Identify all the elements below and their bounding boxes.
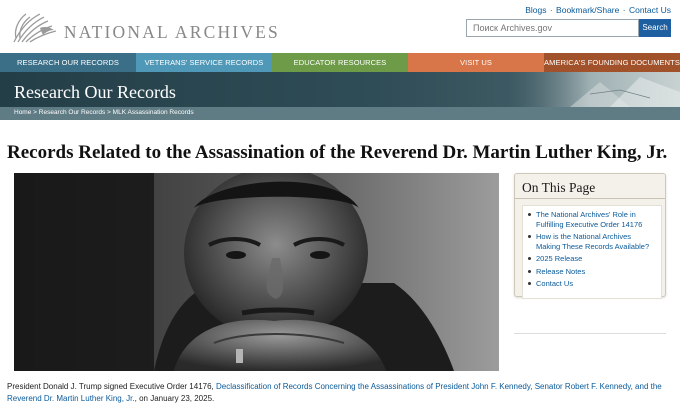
nav-visit-us[interactable]: VISIT US xyxy=(408,53,544,72)
utility-separator: · xyxy=(622,5,626,15)
on-this-page-box xyxy=(514,173,666,297)
breadcrumb-separator: > xyxy=(105,109,113,116)
executive-order-link[interactable]: Declassification of Records Concerning the Assassinations of President John F. Kennedy, Senator Robert F. Kennedy, and the Reverend Dr. Martin Luther King, Jr. xyxy=(7,382,662,403)
utility-links xyxy=(525,5,671,15)
section-banner xyxy=(0,72,680,107)
nav-educator-resources[interactable]: EDUCATOR RESOURCES xyxy=(272,53,408,72)
search-input[interactable] xyxy=(466,19,639,37)
search-button[interactable]: Search xyxy=(639,19,671,37)
breadcrumb-home[interactable]: Home xyxy=(14,109,32,116)
otp-link-2025-release[interactable]: 2025 Release xyxy=(527,254,657,264)
national-archives-logo[interactable] xyxy=(10,6,280,48)
logo-wordmark: NATIONAL ARCHIVES xyxy=(63,21,280,42)
otp-link-contact-us[interactable]: Contact Us xyxy=(527,279,657,289)
breadcrumb-research-our-records[interactable]: Research Our Records xyxy=(38,109,106,116)
page-title: Records Related to the Assassination of the Reverend Dr. Martin Luther King, Jr. xyxy=(7,142,668,163)
utility-separator: · xyxy=(549,5,553,15)
nav-veterans-service-records[interactable]: VETERANS' SERVICE RECORDS xyxy=(136,53,272,72)
bookmark-share-link[interactable]: Bookmark/Share xyxy=(556,5,620,15)
on-this-page-list xyxy=(522,205,662,299)
sidebar-divider xyxy=(514,333,666,334)
mlk-portrait-image xyxy=(14,173,499,371)
caption-text-before: President Donald J. Trump signed Executive Order 14176, xyxy=(7,382,216,391)
photo-caption xyxy=(7,381,673,404)
banner-decorative-image xyxy=(500,72,680,107)
breadcrumb-separator: > xyxy=(31,109,39,116)
nav-americas-founding-documents[interactable]: AMERICA'S FOUNDING DOCUMENTS xyxy=(544,53,680,72)
blogs-link[interactable]: Blogs xyxy=(525,5,547,15)
mlk-photo xyxy=(14,173,499,371)
otp-link-how-records-available[interactable]: How is the National Archives Making These Records Available? xyxy=(527,232,657,251)
nav-research-our-records[interactable]: RESEARCH OUR RECORDS xyxy=(0,53,136,72)
otp-link-release-notes[interactable]: Release Notes xyxy=(527,267,657,277)
breadcrumb-current: MLK Assassination Records xyxy=(112,109,194,116)
breadcrumb-bar xyxy=(0,107,680,120)
contact-us-link[interactable]: Contact Us xyxy=(628,5,671,15)
breadcrumb xyxy=(14,109,194,116)
on-this-page-divider xyxy=(515,198,665,199)
otp-link-national-archives-role[interactable]: The National Archives' Role in Fulfilling Executive Order 14176 xyxy=(527,210,657,229)
main-nav xyxy=(0,53,680,72)
on-this-page-title: On This Page xyxy=(522,180,596,195)
caption-text-after: , on January 23, 2025. xyxy=(134,393,215,403)
site-header xyxy=(0,0,680,53)
eagle-logo-icon xyxy=(10,8,60,46)
section-title: Research Our Records xyxy=(14,82,176,102)
